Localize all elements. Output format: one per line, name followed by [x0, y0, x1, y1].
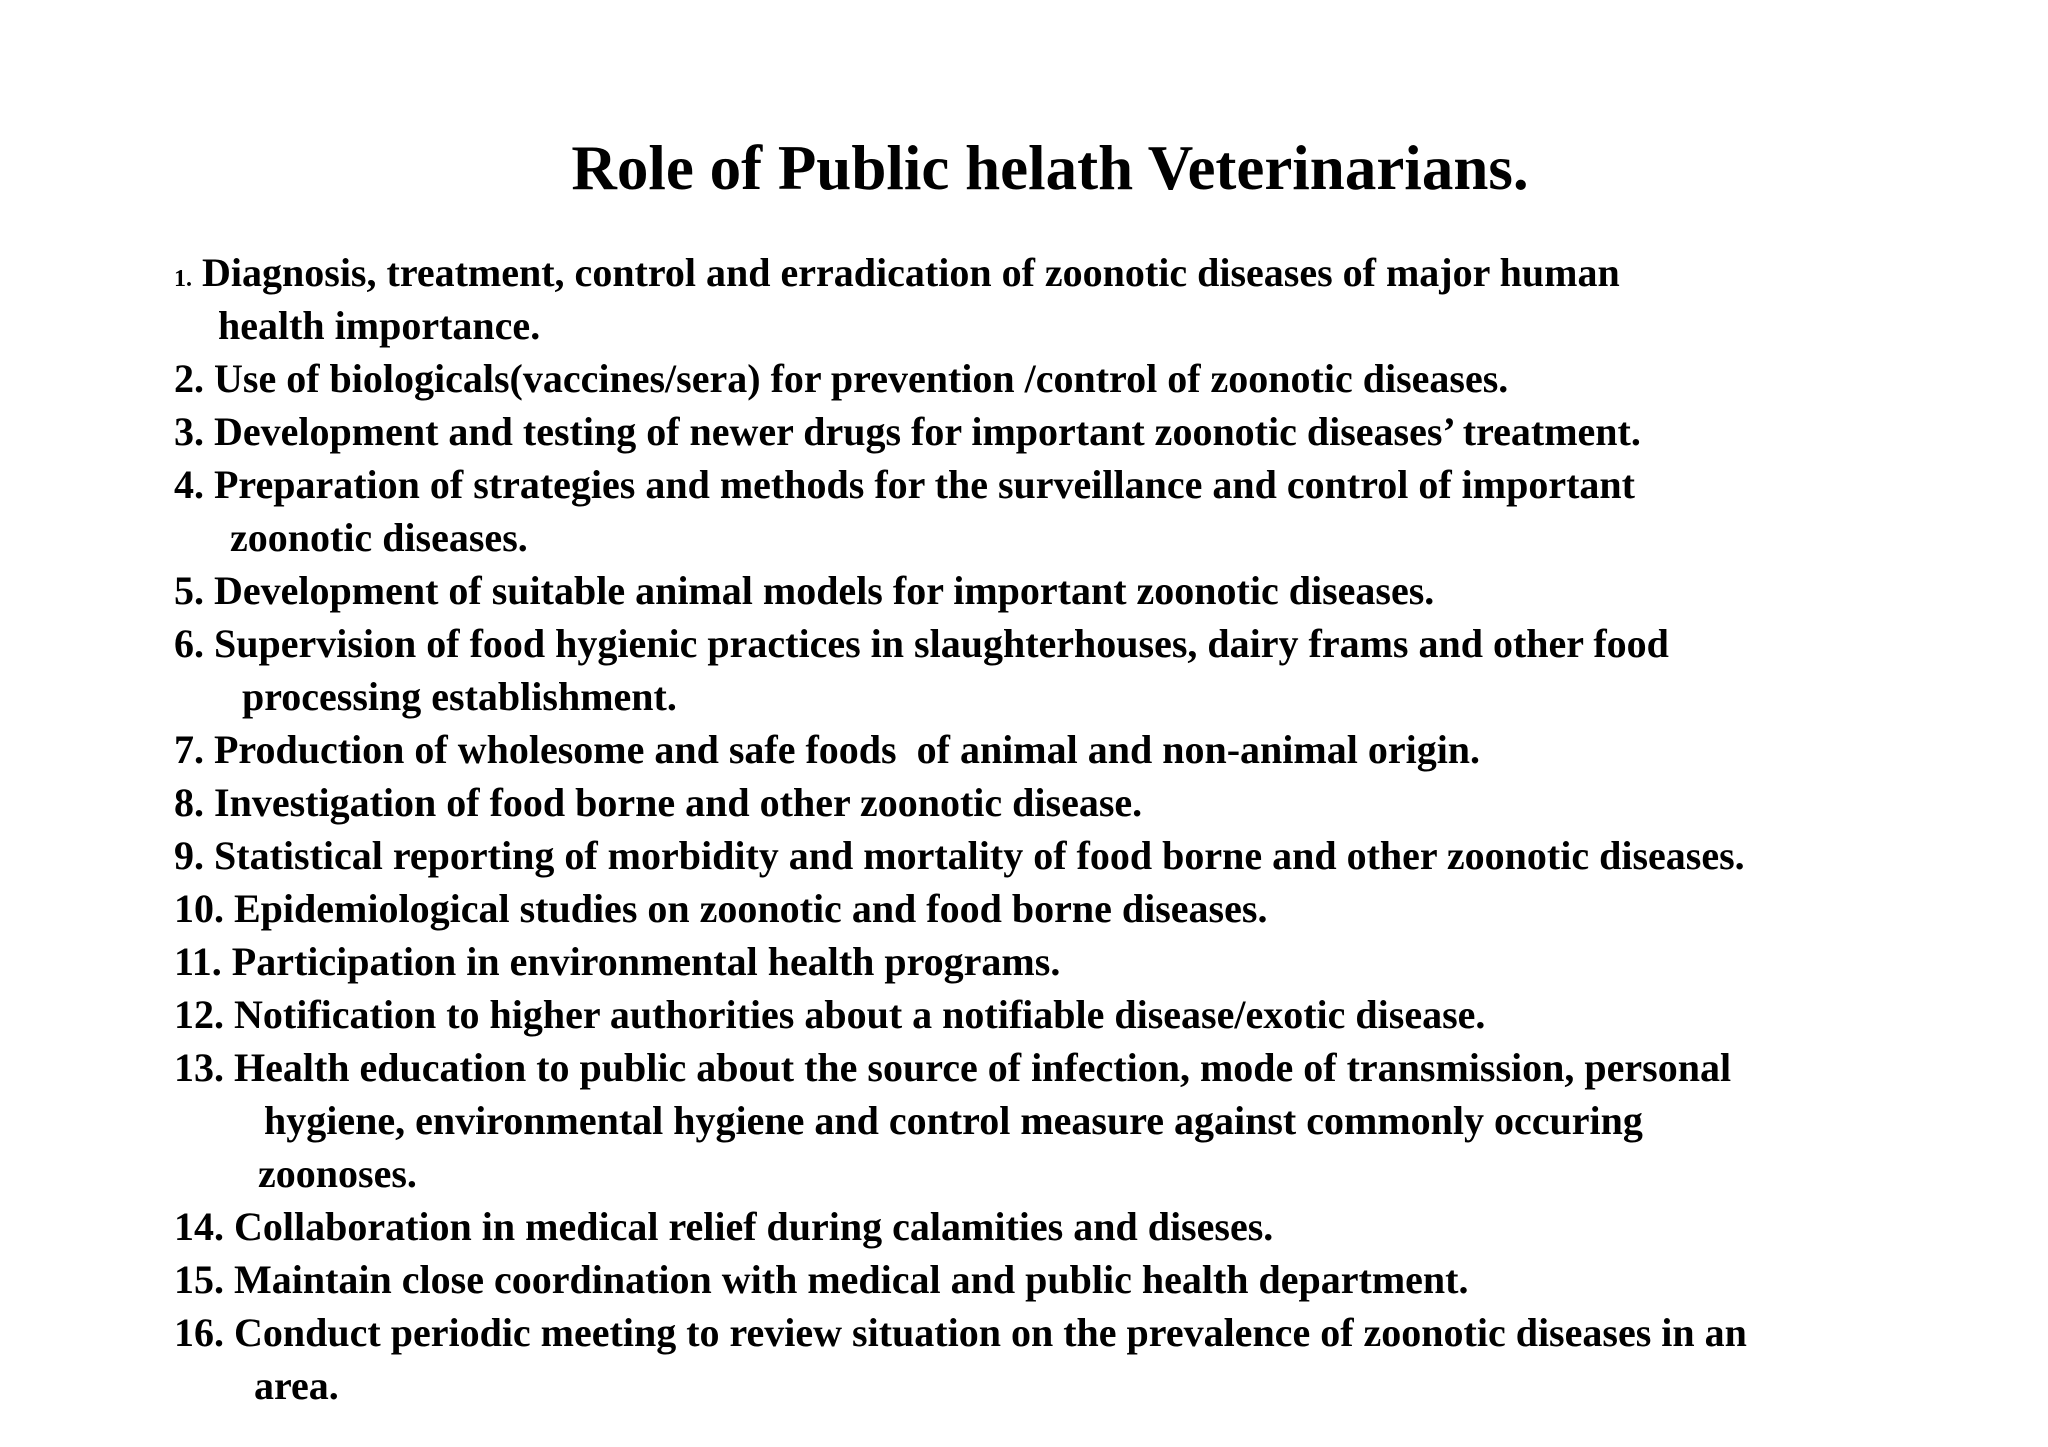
item-text: Preparation of strategies and methods for the surveillance and control of important: [214, 462, 1635, 507]
item-number: 3.: [174, 409, 204, 454]
item-text: Use of biologicals(vaccines/sera) for prevention /control of zoonotic diseases.: [214, 356, 1509, 401]
item-number: 2.: [174, 356, 204, 401]
list-item-line: [174, 511, 2034, 564]
list-item-line: [174, 246, 2034, 299]
list-item-line: [174, 1253, 2034, 1306]
item-text: Investigation of food borne and other zoonotic disease.: [214, 780, 1143, 825]
item-text: Supervision of food hygienic practices in slaughterhouses, dairy frams and other food: [214, 621, 1669, 666]
list-item-line: [174, 776, 2034, 829]
item-text: Maintain close coordination with medical and public health department.: [234, 1257, 1469, 1302]
item-text: zoonotic diseases.: [230, 515, 528, 560]
item-list: [174, 246, 2034, 1412]
item-text: zoonoses.: [258, 1151, 417, 1196]
item-number: 7.: [174, 727, 204, 772]
item-number: 15.: [174, 1257, 224, 1302]
list-item-line: [174, 1041, 2034, 1094]
item-text: hygiene, environmental hygiene and control measure against commonly occuring: [264, 1098, 1643, 1143]
list-item-line: [174, 1094, 2034, 1147]
list-item-line: [174, 1147, 2034, 1200]
item-text: processing establishment.: [242, 674, 677, 719]
slide-title: Role of Public helath Veterinarians.: [571, 133, 1529, 203]
list-item-line: [174, 935, 2034, 988]
list-item-line: [174, 1306, 2034, 1359]
item-text: Collaboration in medical relief during calamities and diseses.: [234, 1204, 1274, 1249]
list-item-line: [174, 829, 2034, 882]
list-item-line: [174, 352, 2034, 405]
list-item-line: [174, 617, 2034, 670]
item-text: Health education to public about the source of infection, mode of transmission, personal: [234, 1045, 1732, 1090]
item-text: Notification to higher authorities about a notifiable disease/exotic disease.: [234, 992, 1486, 1037]
item-text: Development of suitable animal models for important zoonotic diseases.: [214, 568, 1435, 613]
item-number: 12.: [174, 992, 224, 1037]
item-text: Development and testing of newer drugs for important zoonotic diseases’ treatment.: [214, 409, 1641, 454]
list-item-line: [174, 458, 2034, 511]
item-text: Conduct periodic meeting to review situation on the prevalence of zoonotic diseases in an: [234, 1310, 1747, 1355]
item-number: 16.: [174, 1310, 224, 1355]
list-item-line: [174, 564, 2034, 617]
list-item-line: [174, 1200, 2034, 1253]
item-number: 4.: [174, 462, 204, 507]
item-number: 11.: [174, 939, 222, 984]
list-item-line: [174, 723, 2034, 776]
item-text: area.: [254, 1363, 339, 1408]
list-item-line: [174, 882, 2034, 935]
item-number: 14.: [174, 1204, 224, 1249]
item-text: Participation in environmental health programs.: [231, 939, 1061, 984]
list-item-line: [174, 1359, 2034, 1412]
item-number: 6.: [174, 621, 204, 666]
item-text: Diagnosis, treatment, control and erradication of zoonotic diseases of major human: [202, 250, 1620, 295]
item-text: Production of wholesome and safe foods of animal and non-animal origin.: [214, 727, 1481, 772]
item-text: Statistical reporting of morbidity and mortality of food borne and other zoonotic diseases.: [214, 833, 1745, 878]
list-item-line: [174, 988, 2034, 1041]
item-number: 8.: [174, 780, 204, 825]
item-number: 10.: [174, 886, 224, 931]
item-number: 13.: [174, 1045, 224, 1090]
list-item-line: [174, 405, 2034, 458]
item-text: health importance.: [218, 303, 541, 348]
list-item-line: [174, 670, 2034, 723]
list-item-line: [174, 299, 2034, 352]
item-number: 1.: [174, 266, 192, 292]
item-number: 9.: [174, 833, 204, 878]
item-number: 5.: [174, 568, 204, 613]
item-text: Epidemiological studies on zoonotic and food borne diseases.: [234, 886, 1268, 931]
